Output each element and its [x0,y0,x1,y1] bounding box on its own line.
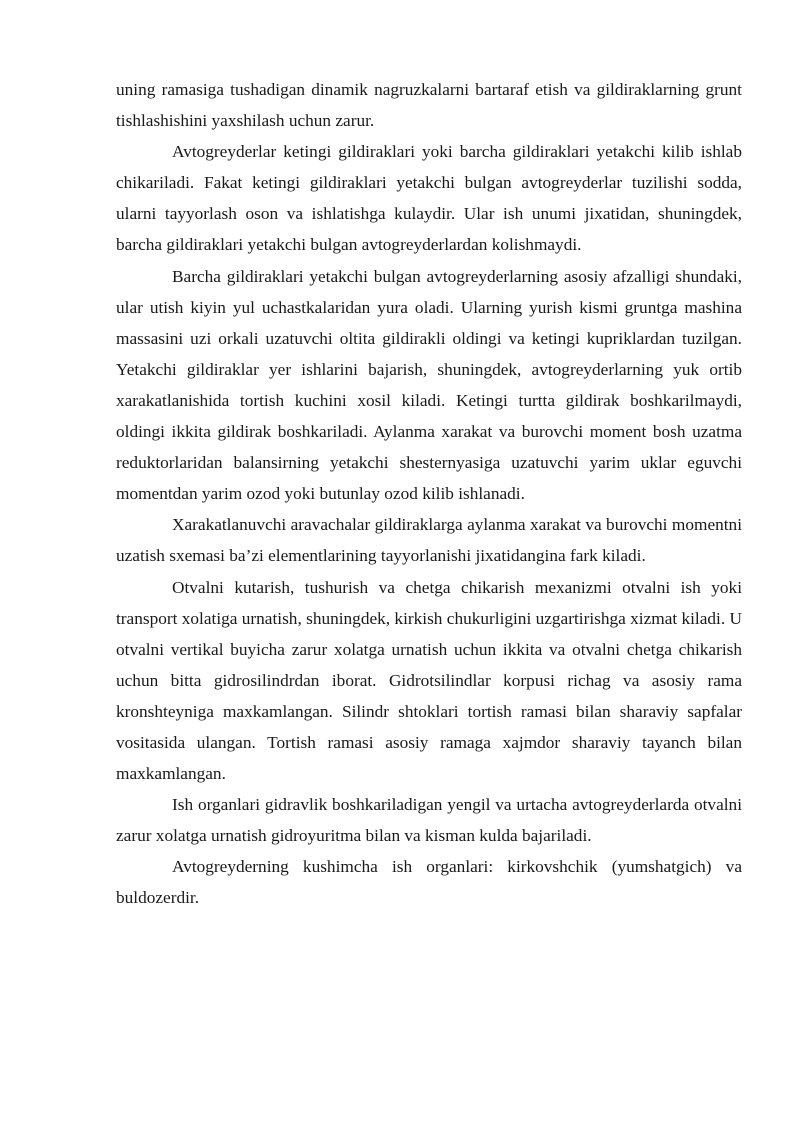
paragraph-3: Barcha gildiraklari yetakchi bulgan avtogreyderlarning asosiy afzalligi shundaki, ular utish kiyin yul uchastkalaridan yura oladi. Ularning yurish kismi gruntga mashina massasini uzi orkali uzatuvchi oltita gildirakli oldingi va ketingi kupriklardan tuzilgan. Yetakchi gildiraklar yer ishlarini bajarish, shuningdek, avtogreyderlarning yuk ortib xarakatlanishida tortish kuchini xosil kiladi. Ketingi turtta gildirak boshkarilmaydi, oldingi ikkita gildirak boshkariladi. Aylanma xarakat va burovchi moment bosh uzatma reduktorlaridan balansirning yetakchi shesternyasiga uzatuvchi yarim uklar eguvchi momentdan yarim ozod yoki butunlay ozod kilib ishlanadi. [116,266,742,504]
paragraph-1: uning ramasiga tushadigan dinamik nagruzkalarni bartaraf etish va gildiraklarning grunt tishlashishini yaxshilash uchun zarur. [116,80,742,131]
paragraph-4: Xarakatlanuvchi aravachalar gildiraklarga aylanma xarakat va burovchi momentni uzatish sxemasi ba’zi elementlarining tayyorlanishi jixatidangina fark kiladi. [116,515,742,566]
paragraph-2: Avtogreyderlar ketingi gildiraklari yoki barcha gildiraklari yetakchi kilib ishlab chikariladi. Fakat ketingi gildiraklari yetakchi bulgan avtogreyderlar tuzilishi sodda, ularni tayyorlash oson va ishlatishga kulaydir. Ular ish unumi jixatidan, shuningdek, barcha gildiraklari yetakchi bulgan avtogreyderlardan kolishmaydi. [116,142,742,255]
paragraph-5: Otvalni kutarish, tushurish va chetga chikarish mexanizmi otvalni ish yoki transport xolatiga urnatish, shuningdek, kirkish chukurligini uzgartirishga xizmat kiladi. U otvalni vertikal buyicha zarur xolatga urnatish uchun ikkita va otvalni chetga chikarish uchun bitta gidrosilindrdan iborat. Gidrotsilindlar korpusi richag va asosiy rama kronshteyniga maxkamlangan. Silindr shtoklari tortish ramasi bilan sharaviy sapfalar vositasida ulangan. Tortish ramasi asosiy ramaga xajmdor sharaviy tayanch bilan maxkamlangan. [116,577,742,784]
paragraph-7: Avtogreyderning kushimcha ish organlari: kirkovshchik (yumshatgich) va buldozerdir. [116,857,742,908]
document-body [116,74,742,914]
paragraph-6: Ish organlari gidravlik boshkariladigan yengil va urtacha avtogreyderlarda otvalni zarur xolatga urnatish gidroyuritma bilan va kisman kulda bajariladi. [116,795,742,846]
